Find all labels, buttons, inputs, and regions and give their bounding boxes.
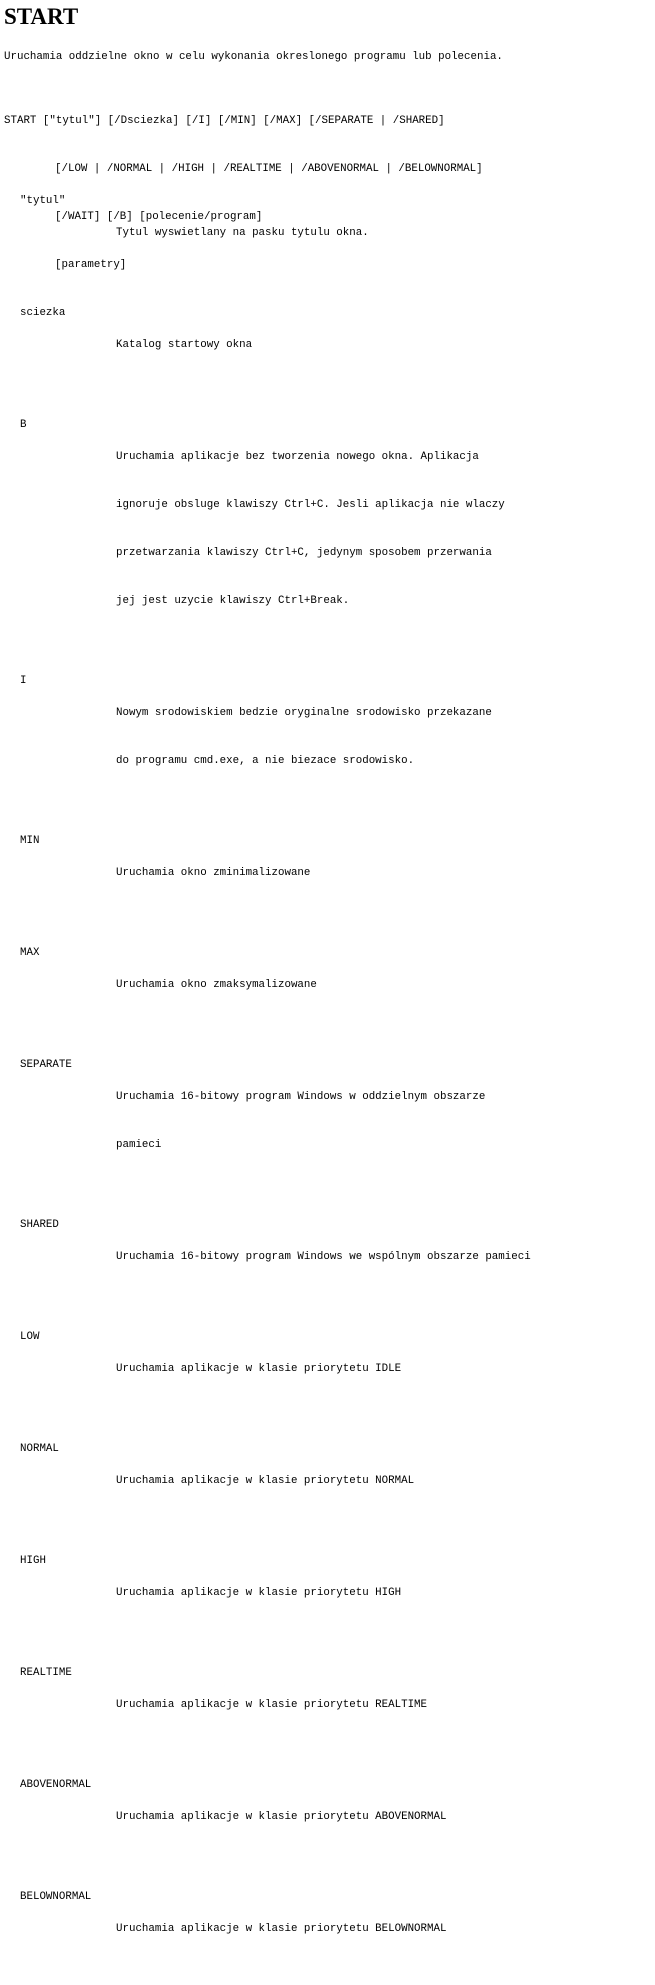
parameter-description bbox=[116, 1553, 401, 1633]
parameter-name: "tytul" bbox=[20, 195, 66, 207]
parameter-description bbox=[116, 1777, 446, 1857]
syntax-line: [parametry] bbox=[55, 259, 127, 271]
parameter-row bbox=[20, 305, 531, 385]
parameter-name: MIN bbox=[20, 835, 40, 847]
description-line: Uruchamia aplikacje bez tworzenia nowego okna. Aplikacja bbox=[116, 451, 479, 463]
parameter-description bbox=[116, 673, 492, 801]
description-line: pamieci bbox=[116, 1139, 162, 1151]
parameter-description bbox=[116, 1441, 414, 1521]
parameter-row bbox=[20, 1889, 531, 1969]
parameter-row bbox=[20, 1057, 531, 1185]
parameter-description bbox=[116, 417, 505, 641]
parameter-name: B bbox=[20, 419, 27, 431]
description-line: Uruchamia okno zmaksymalizowane bbox=[116, 979, 317, 991]
description-line: Tytul wyswietlany na pasku tytulu okna. bbox=[116, 227, 369, 239]
parameter-row bbox=[20, 1665, 531, 1745]
parameter-row bbox=[20, 417, 531, 641]
parameter-row bbox=[20, 1777, 531, 1857]
parameter-row bbox=[20, 193, 531, 273]
parameter-description bbox=[116, 1217, 531, 1297]
parameter-name: HIGH bbox=[20, 1555, 46, 1567]
parameter-description bbox=[116, 945, 317, 1025]
description-line: Uruchamia aplikacje w klasie priorytetu NORMAL bbox=[116, 1475, 415, 1487]
description-line: Uruchamia aplikacje w klasie priorytetu REALTIME bbox=[116, 1699, 428, 1711]
syntax-line: [/WAIT] [/B] [polecenie/program] bbox=[55, 211, 263, 223]
syntax-line: [/LOW | /NORMAL | /HIGH | /REALTIME | /ABOVENORMAL | /BELOWNORMAL] bbox=[55, 163, 483, 175]
parameter-name: SHARED bbox=[20, 1219, 59, 1231]
parameter-description bbox=[116, 305, 252, 385]
description-line: przetwarzania klawiszy Ctrl+C, jedynym sposobem przerwania bbox=[116, 547, 492, 559]
description-line: Uruchamia 16-bitowy program Windows w oddzielnym obszarze bbox=[116, 1091, 486, 1103]
syntax-line: START ["tytul"] [/Dsciezka] [/I] [/MIN] [/MAX] [/SEPARATE | /SHARED] bbox=[4, 115, 445, 127]
parameter-name: REALTIME bbox=[20, 1667, 72, 1679]
description-line: ignoruje obsluge klawiszy Ctrl+C. Jesli aplikacja nie wlaczy bbox=[116, 499, 505, 511]
description-line: Uruchamia 16-bitowy program Windows we wspólnym obszarze pamieci bbox=[116, 1251, 531, 1263]
description-line: Uruchamia aplikacje w klasie priorytetu HIGH bbox=[116, 1587, 402, 1599]
parameter-name: ABOVENORMAL bbox=[20, 1779, 92, 1791]
description-line: Uruchamia aplikacje w klasie priorytetu BELOWNORMAL bbox=[116, 1923, 447, 1935]
parameter-description bbox=[116, 833, 310, 913]
parameter-name: BELOWNORMAL bbox=[20, 1891, 92, 1903]
parameter-name: I bbox=[20, 675, 27, 687]
description-line: Uruchamia aplikacje w klasie priorytetu ABOVENORMAL bbox=[116, 1811, 447, 1823]
parameter-row bbox=[20, 673, 531, 801]
page-title: START bbox=[4, 4, 79, 29]
parameter-name: NORMAL bbox=[20, 1443, 59, 1455]
parameter-description bbox=[116, 1057, 485, 1185]
parameter-name: SEPARATE bbox=[20, 1059, 72, 1071]
description-line: Uruchamia okno zminimalizowane bbox=[116, 867, 311, 879]
parameter-row bbox=[20, 833, 531, 913]
parameter-row bbox=[20, 1441, 531, 1521]
parameter-row bbox=[20, 1329, 531, 1409]
description-line: Nowym srodowiskiem bedzie oryginalne srodowisko przekazane bbox=[116, 707, 492, 719]
parameter-description bbox=[116, 1889, 446, 1969]
parameter-description bbox=[116, 1329, 401, 1409]
parameter-row bbox=[20, 1217, 531, 1297]
parameter-list bbox=[20, 161, 531, 1985]
parameter-row bbox=[20, 1553, 531, 1633]
parameter-name: MAX bbox=[20, 947, 40, 959]
description-line: do programu cmd.exe, a nie biezace srodowisko. bbox=[116, 755, 415, 767]
parameter-name: LOW bbox=[20, 1331, 40, 1343]
description-line: jej jest uzycie klawiszy Ctrl+Break. bbox=[116, 595, 350, 607]
parameter-description bbox=[116, 1665, 427, 1745]
description-line: Katalog startowy okna bbox=[116, 339, 253, 351]
parameter-name: sciezka bbox=[20, 307, 66, 319]
description-line: Uruchamia aplikacje w klasie priorytetu IDLE bbox=[116, 1363, 402, 1375]
parameter-row bbox=[20, 945, 531, 1025]
command-description: Uruchamia oddzielne okno w celu wykonania okreslonego programu lub polecenia. bbox=[4, 51, 503, 63]
parameter-description bbox=[116, 193, 369, 273]
